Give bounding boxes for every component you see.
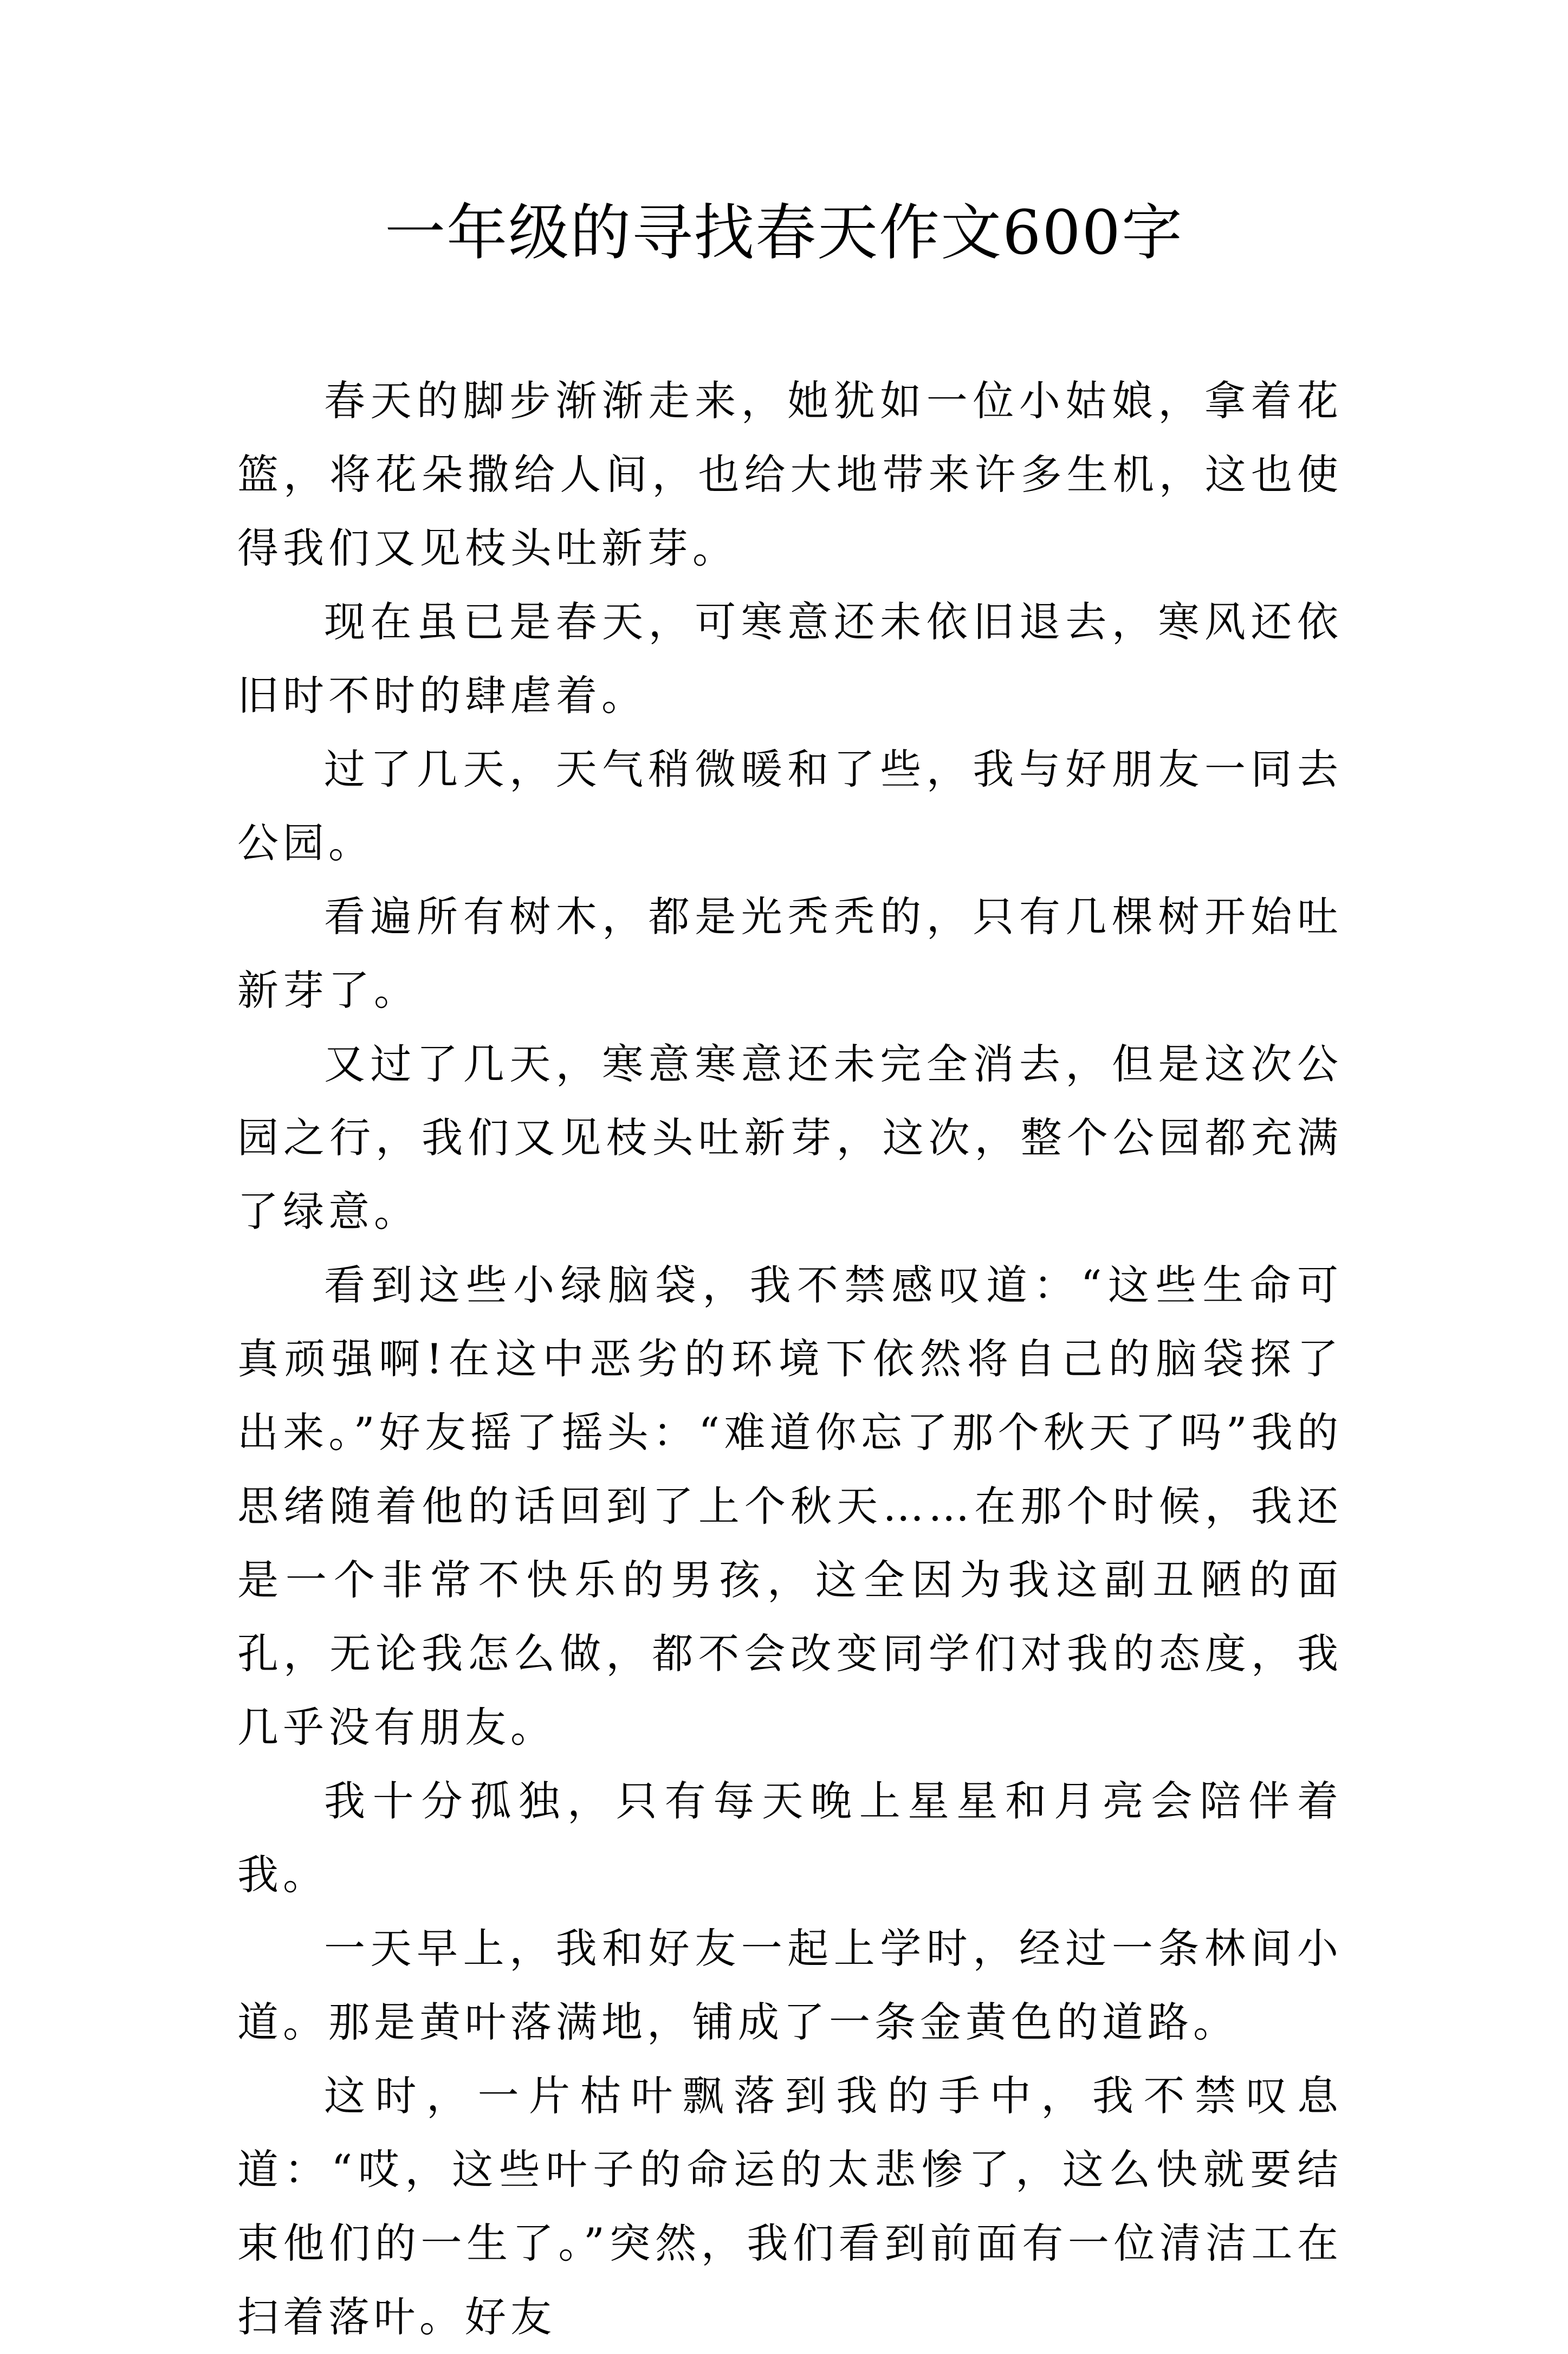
paragraph: 我十分孤独，只有每天晚上星星和月亮会陪伴着我。 bbox=[237, 1777, 1343, 1899]
paragraph: 过了几天，天气稍微暖和了些，我与好朋友一同去公园。 bbox=[237, 745, 1343, 867]
document-title: 一年级的寻找春天作文600字 bbox=[385, 198, 1183, 268]
paragraph: 这时，一片枯叶飘落到我的手中，我不禁叹息道：“哎，这些叶子的命运的太悲惨了，这么快就要结束他们的一生了。”突然，我们看到前面有一位清洁工在扫着落叶。好友 bbox=[237, 2072, 1343, 2341]
paragraph: 看遍所有树木，都是光秃秃的，只有几棵树开始吐新芽了。 bbox=[237, 893, 1343, 1014]
paragraph: 又过了几天，寒意寒意还未完全消去，但是这次公园之行，我们又见枝头吐新芽，这次，整个公园都充满了绿意。 bbox=[237, 1040, 1343, 1236]
paragraph: 春天的脚步渐渐走来，她犹如一位小姑娘，拿着花篮，将花朵撒给人间，也给大地带来许多生机，这也使得我们又见枝头吐新芽。 bbox=[237, 377, 1343, 572]
paragraph: 看到这些小绿脑袋，我不禁感叹道：“这些生命可真顽强啊!在这中恶劣的环境下依然将自己的脑袋探了出来。”好友摇了摇头：“难道你忘了那个秋天了吗”我的思绪随着他的话回到了上个秋天……在那个时候，我还是一个非常不快乐的男孩，这全因为我这副丑陋的面孔，无论我怎么做，都不会改变同学们对我的态度，我几乎没有朋友。 bbox=[237, 1261, 1343, 1751]
paragraph: 一天早上，我和好友一起上学时，经过一条林间小道。那是黄叶落满地，铺成了一条金黄色的道路。 bbox=[237, 1924, 1343, 2046]
paragraph: 现在虽已是春天，可寒意还未依旧退去，寒风还依旧时不时的肆虐着。 bbox=[237, 598, 1343, 720]
document-body bbox=[237, 364, 1343, 2354]
